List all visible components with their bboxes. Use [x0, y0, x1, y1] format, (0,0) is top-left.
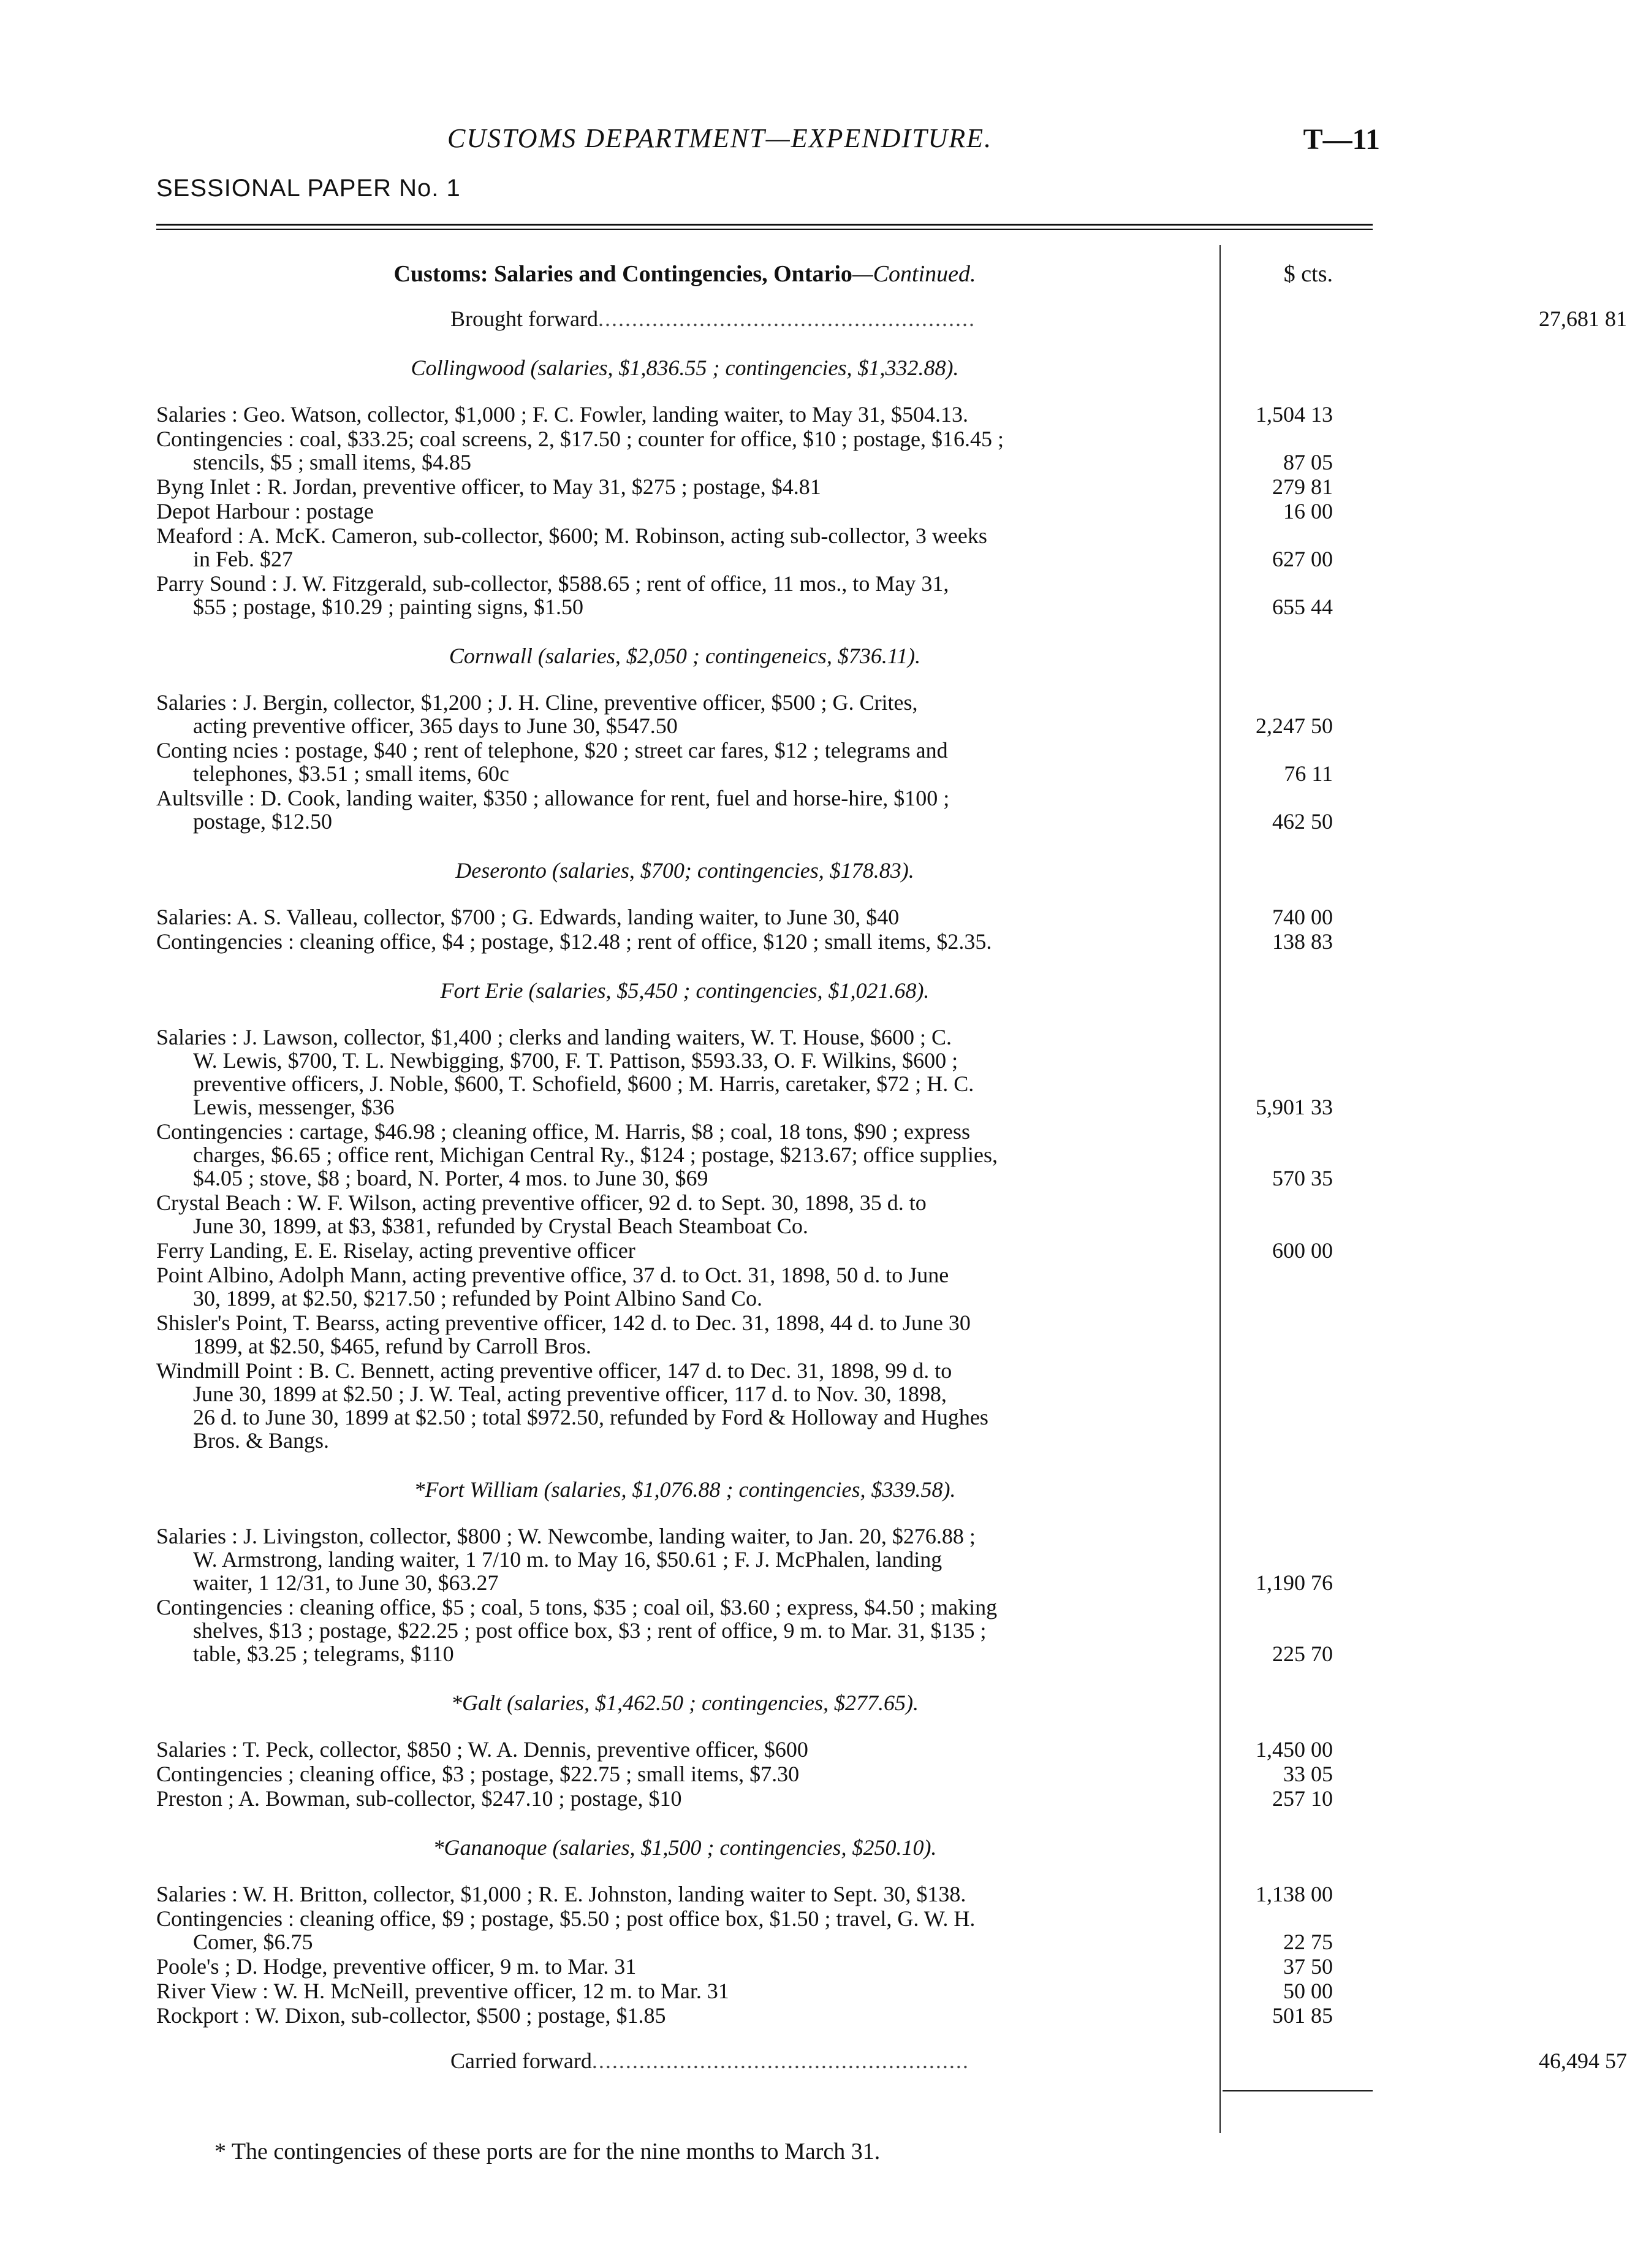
ledger-entry: [156, 1263, 1373, 1310]
ledger-entry: [156, 1762, 1373, 1786]
table-title: [156, 261, 1213, 287]
ledger-entry: [156, 572, 1373, 618]
entry-line: Crystal Beach : W. F. Wilson, acting preventive officer, 92 d. to Sept. 30, 1898, 35 d. to: [156, 1190, 927, 1215]
sections-container: [156, 355, 1373, 2027]
entry-line: Contingencies ; cleaning office, $3 ; postage, $22.75 ; small items, $7.30: [156, 1762, 800, 1786]
ledger-entry: [156, 500, 1373, 523]
entry-line: 1899, at $2.50, $465, refund by Carroll Bros.: [193, 1334, 591, 1358]
entry-description: [156, 1738, 1213, 1761]
entry-description: [156, 739, 1213, 785]
entry-amount: 257 10: [1272, 1786, 1333, 1811]
entry-line: $55 ; postage, $10.29 ; painting signs, $1.50: [193, 595, 583, 619]
entry-description: [156, 1979, 1213, 2003]
ledger-entry: [156, 475, 1373, 498]
entry-description: [156, 475, 1213, 498]
entry-amount: 37 50: [1283, 1954, 1333, 1979]
entry-line: Rockport : W. Dixon, sub-collector, $500 ; postage, $1.85: [156, 2003, 666, 2028]
entry-line: Salaries : W. H. Britton, collector, $1,000 ; R. E. Johnston, landing waiter to Sept. 30, $138.: [156, 1882, 966, 1906]
carried-forward-label: Carried forward: [450, 2049, 592, 2073]
ledger-entry: [156, 427, 1373, 474]
ledger-entry: [156, 403, 1373, 426]
entry-description: [156, 1263, 1213, 1310]
ledger-entry: [156, 1311, 1373, 1358]
entry-line: Contingencies : cleaning office, $4 ; postage, $12.48 ; rent of office, $120 ; small items, $2.35.: [156, 929, 992, 954]
ledger-entry: [156, 691, 1373, 737]
entry-amount: 76 11: [1284, 761, 1333, 786]
entry-line: Point Albino, Adolph Mann, acting preventive office, 37 d. to Oct. 31, 1898, 50 d. to June: [156, 1263, 949, 1287]
entry-line: Contingencies : cleaning office, $9 ; postage, $5.50 ; post office box, $1.50 ; travel, G. W. H.: [156, 1906, 976, 1931]
ledger-entry: [156, 1120, 1373, 1190]
entry-line: stencils, $5 ; small items, $4.85: [193, 450, 471, 474]
entry-description: [156, 2004, 1213, 2027]
ledger-entry: [156, 930, 1373, 953]
brought-forward-label: Brought forward: [450, 306, 598, 331]
entry-line: Poole's ; D. Hodge, preventive officer, 9 m. to Mar. 31: [156, 1954, 637, 1979]
entry-amount: 5,901 33: [1256, 1095, 1333, 1119]
entry-amount: 33 05: [1283, 1762, 1333, 1786]
entry-line: Contingencies : cleaning office, $5 ; coal, 5 tons, $35 ; coal oil, $3.60 ; express, $4.50 ; making: [156, 1595, 998, 1619]
entry-amount: 462 50: [1272, 809, 1333, 834]
entry-line: Parry Sound : J. W. Fitzgerald, sub-collector, $588.65 ; rent of office, 11 mos., to May 31,: [156, 571, 949, 596]
entry-line: shelves, $13 ; postage, $22.25 ; post office box, $3 ; rent of office, 9 m. to Mar. 31, $135 ;: [193, 1618, 987, 1643]
entry-line: W. Armstrong, landing waiter, 1 7/10 m. to May 16, $50.61 ; F. J. McPhalen, landing: [193, 1547, 942, 1572]
entry-line: table, $3.25 ; telegrams, $110: [193, 1642, 454, 1666]
entry-amount: 1,190 76: [1256, 1570, 1333, 1595]
page-code: T—11: [1303, 123, 1380, 156]
entry-line: Comer, $6.75: [193, 1930, 313, 1954]
entry-description: [156, 1239, 1213, 1262]
entry-line: Salaries : T. Peck, collector, $850 ; W. A. Dennis, preventive officer, $600: [156, 1737, 808, 1762]
entry-amount: 225 70: [1272, 1642, 1333, 1666]
entry-line: River View : W. H. McNeill, preventive officer, 12 m. to Mar. 31: [156, 1979, 729, 2003]
footnote: * The contingencies of these ports are for the nine months to March 31.: [214, 2139, 881, 2164]
entry-description: [156, 786, 1213, 833]
section-heading: *Fort William (salaries, $1,076.88 ; contingencies, $339.58).: [414, 1477, 956, 1502]
entry-line: Salaries : J. Bergin, collector, $1,200 ; J. H. Cline, preventive officer, $500 ; G. Crites,: [156, 690, 918, 715]
entry-description: [156, 1026, 1213, 1119]
ledger-entry: [156, 1524, 1373, 1594]
entry-amount: 50 00: [1283, 1979, 1333, 2003]
entry-line: Contingencies : cartage, $46.98 ; cleaning office, M. Harris, $8 ; coal, 18 tons, $90 ; express: [156, 1119, 971, 1144]
entry-line: preventive officers, J. Noble, $600, T. Schofield, $600 ; M. Harris, caretaker, $72 ; H. C.: [193, 1071, 974, 1096]
expenditure-table: [156, 261, 1627, 2073]
entry-line: Salaries : Geo. Watson, collector, $1,000 ; F. C. Fowler, landing waiter, to May 31, $504.13.: [156, 402, 969, 427]
entry-line: Conting ncies : postage, $40 ; rent of telephone, $20 ; street car fares, $12 ; telegrams and: [156, 738, 948, 763]
entry-amount: 1,450 00: [1256, 1737, 1333, 1762]
entry-amount: 22 75: [1283, 1930, 1333, 1954]
ledger-entry: [156, 1979, 1373, 2003]
entry-amount: 87 05: [1283, 450, 1333, 474]
leader-dots: ........................................................: [597, 306, 976, 331]
ledger-entry: [156, 1882, 1373, 1906]
section-heading: *Galt (salaries, $1,462.50 ; contingencies, $277.65).: [451, 1691, 919, 1715]
ledger-entry: [156, 2004, 1373, 2027]
ledger-entry: [156, 524, 1373, 571]
entry-line: Ferry Landing, E. E. Riselay, acting preventive officer: [156, 1238, 635, 1263]
ledger-entry: [156, 1787, 1373, 1810]
ledger-entry: [156, 1239, 1373, 1262]
running-head: CUSTOMS DEPARTMENT—EXPENDITURE.: [447, 123, 993, 153]
entry-description: [156, 1359, 1213, 1452]
section-heading: Collingwood (salaries, $1,836.55 ; contingencies, $1,332.88).: [411, 356, 959, 380]
entry-description: [156, 500, 1213, 523]
entry-description: [156, 1120, 1213, 1190]
table-title-continued: —Continued.: [852, 261, 976, 287]
table-title-main: Customs: Salaries and Contingencies, Ontario: [393, 261, 852, 287]
entry-line: acting preventive officer, 365 days to June 30, $547.50: [193, 714, 678, 738]
entry-line: $4.05 ; stove, $8 ; board, N. Porter, 4 mos. to June 30, $69: [193, 1166, 708, 1190]
entry-line: Meaford : A. McK. Cameron, sub-collector, $600; M. Robinson, acting sub-collector, 3 weeks: [156, 523, 987, 548]
entry-amount: 740 00: [1272, 905, 1333, 929]
carried-forward-amount: 46,494 57: [1539, 2049, 1627, 2073]
entry-amount: 138 83: [1272, 929, 1333, 954]
entry-description: [156, 427, 1213, 474]
entry-line: telephones, $3.51 ; small items, 60c: [193, 761, 509, 786]
entry-description: [156, 572, 1213, 618]
entry-line: Aultsville : D. Cook, landing waiter, $350 ; allowance for rent, fuel and horse-hire, $100 ;: [156, 786, 950, 810]
ledger-entry: [156, 1026, 1373, 1119]
section-heading: Cornwall (salaries, $2,050 ; contingeneics, $736.11).: [449, 644, 921, 668]
entry-line: Preston ; A. Bowman, sub-collector, $247.10 ; postage, $10: [156, 1786, 682, 1811]
ledger-entry: [156, 1359, 1373, 1452]
entry-line: charges, $6.65 ; office rent, Michigan Central Ry., $124 ; postage, $213.67; office supplies,: [193, 1143, 998, 1167]
entry-description: [156, 1955, 1213, 1978]
entry-amount: 1,504 13: [1256, 402, 1333, 427]
entry-description: [156, 905, 1213, 929]
sessional-paper-label: SESSIONAL PAPER No. 1: [156, 175, 461, 202]
ledger-entry: [156, 786, 1373, 833]
entry-amount: 2,247 50: [1256, 714, 1333, 738]
entry-line: 30, 1899, at $2.50, $217.50 ; refunded by Point Albino Sand Co.: [193, 1286, 762, 1311]
ledger-entry: [156, 739, 1373, 785]
entry-description: [156, 1787, 1213, 1810]
entry-amount: 1,138 00: [1256, 1882, 1333, 1906]
entry-line: 26 d. to June 30, 1899 at $2.50 ; total $972.50, refunded by Ford & Holloway and Hughes: [193, 1405, 988, 1429]
entry-description: [156, 1762, 1213, 1786]
entry-description: [156, 524, 1213, 571]
section-heading: Fort Erie (salaries, $5,450 ; contingencies, $1,021.68).: [440, 978, 930, 1003]
ledger-entry: [156, 1907, 1373, 1954]
entry-description: [156, 403, 1213, 426]
total-rule: [1223, 2090, 1373, 2091]
entry-line: June 30, 1899 at $2.50 ; J. W. Teal, acting preventive officer, 117 d. to Nov. 30, 1898,: [193, 1382, 947, 1406]
entry-line: postage, $12.50: [193, 809, 332, 834]
currency-header: $ cts.: [1283, 261, 1333, 287]
entry-line: Depot Harbour : postage: [156, 499, 374, 523]
entry-description: [156, 1596, 1213, 1665]
section-heading: *Gananoque (salaries, $1,500 ; contingencies, $250.10).: [433, 1835, 937, 1860]
entry-amount: 16 00: [1283, 499, 1333, 523]
entry-amount: 570 35: [1272, 1166, 1333, 1190]
brought-forward-row: [156, 306, 1627, 331]
entry-line: June 30, 1899, at $3, $381, refunded by Crystal Beach Steamboat Co.: [193, 1214, 808, 1238]
brought-forward-amount: 27,681 81: [1539, 306, 1627, 331]
entry-line: Shisler's Point, T. Bearss, acting preventive officer, 142 d. to Dec. 31, 1898, 44 d. to June 30: [156, 1311, 971, 1335]
ledger-entry: [156, 1191, 1373, 1238]
entry-amount: 627 00: [1272, 547, 1333, 571]
leader-dots: ........................................................: [591, 2049, 969, 2073]
entry-description: [156, 930, 1213, 953]
table-header: [156, 261, 1373, 287]
ledger-entry: [156, 1596, 1373, 1665]
entry-description: [156, 1524, 1213, 1594]
entry-line: Bros. & Bangs.: [193, 1428, 330, 1453]
entry-line: Salaries : J. Lawson, collector, $1,400 ; clerks and landing waiters, W. T. House, $600 ; C.: [156, 1025, 952, 1049]
carried-forward-row: [156, 2049, 1627, 2073]
entry-amount: 600 00: [1272, 1238, 1333, 1263]
section-heading: Deseronto (salaries, $700; contingencies, $178.83).: [455, 858, 914, 883]
entry-line: Byng Inlet : R. Jordan, preventive officer, to May 31, $275 ; postage, $4.81: [156, 474, 821, 499]
entry-line: Windmill Point : B. C. Bennett, acting preventive officer, 147 d. to Dec. 31, 1898, 99 d. to: [156, 1358, 952, 1383]
entry-description: [156, 1907, 1213, 1954]
entry-amount: 501 85: [1272, 2003, 1333, 2028]
ledger-entry: [156, 905, 1373, 929]
entry-description: [156, 1882, 1213, 1906]
entry-line: Lewis, messenger, $36: [193, 1095, 395, 1119]
entry-amount: 655 44: [1272, 595, 1333, 619]
ledger-entry: [156, 1738, 1373, 1761]
header-double-rule: [156, 224, 1373, 230]
entry-line: in Feb. $27: [193, 547, 294, 571]
entry-line: Contingencies : coal, $33.25; coal screens, 2, $17.50 ; counter for office, $10 ; postage, $16.45 ;: [156, 427, 1004, 451]
entry-amount: 279 81: [1272, 474, 1333, 499]
entry-description: [156, 691, 1213, 737]
ledger-entry: [156, 1955, 1373, 1978]
entry-line: Salaries : J. Livingston, collector, $800 ; W. Newcombe, landing waiter, to Jan. 20, $276.88 ;: [156, 1524, 976, 1548]
entry-description: [156, 1311, 1213, 1358]
entry-line: Salaries: A. S. Valleau, collector, $700 ; G. Edwards, landing waiter, to June 30, $40: [156, 905, 900, 929]
entry-line: W. Lewis, $700, T. L. Newbigging, $700, F. T. Pattison, $593.33, O. F. Wilkins, $600 ;: [193, 1048, 958, 1073]
entry-line: waiter, 1 12/31, to June 30, $63.27: [193, 1570, 499, 1595]
entry-description: [156, 1191, 1213, 1238]
